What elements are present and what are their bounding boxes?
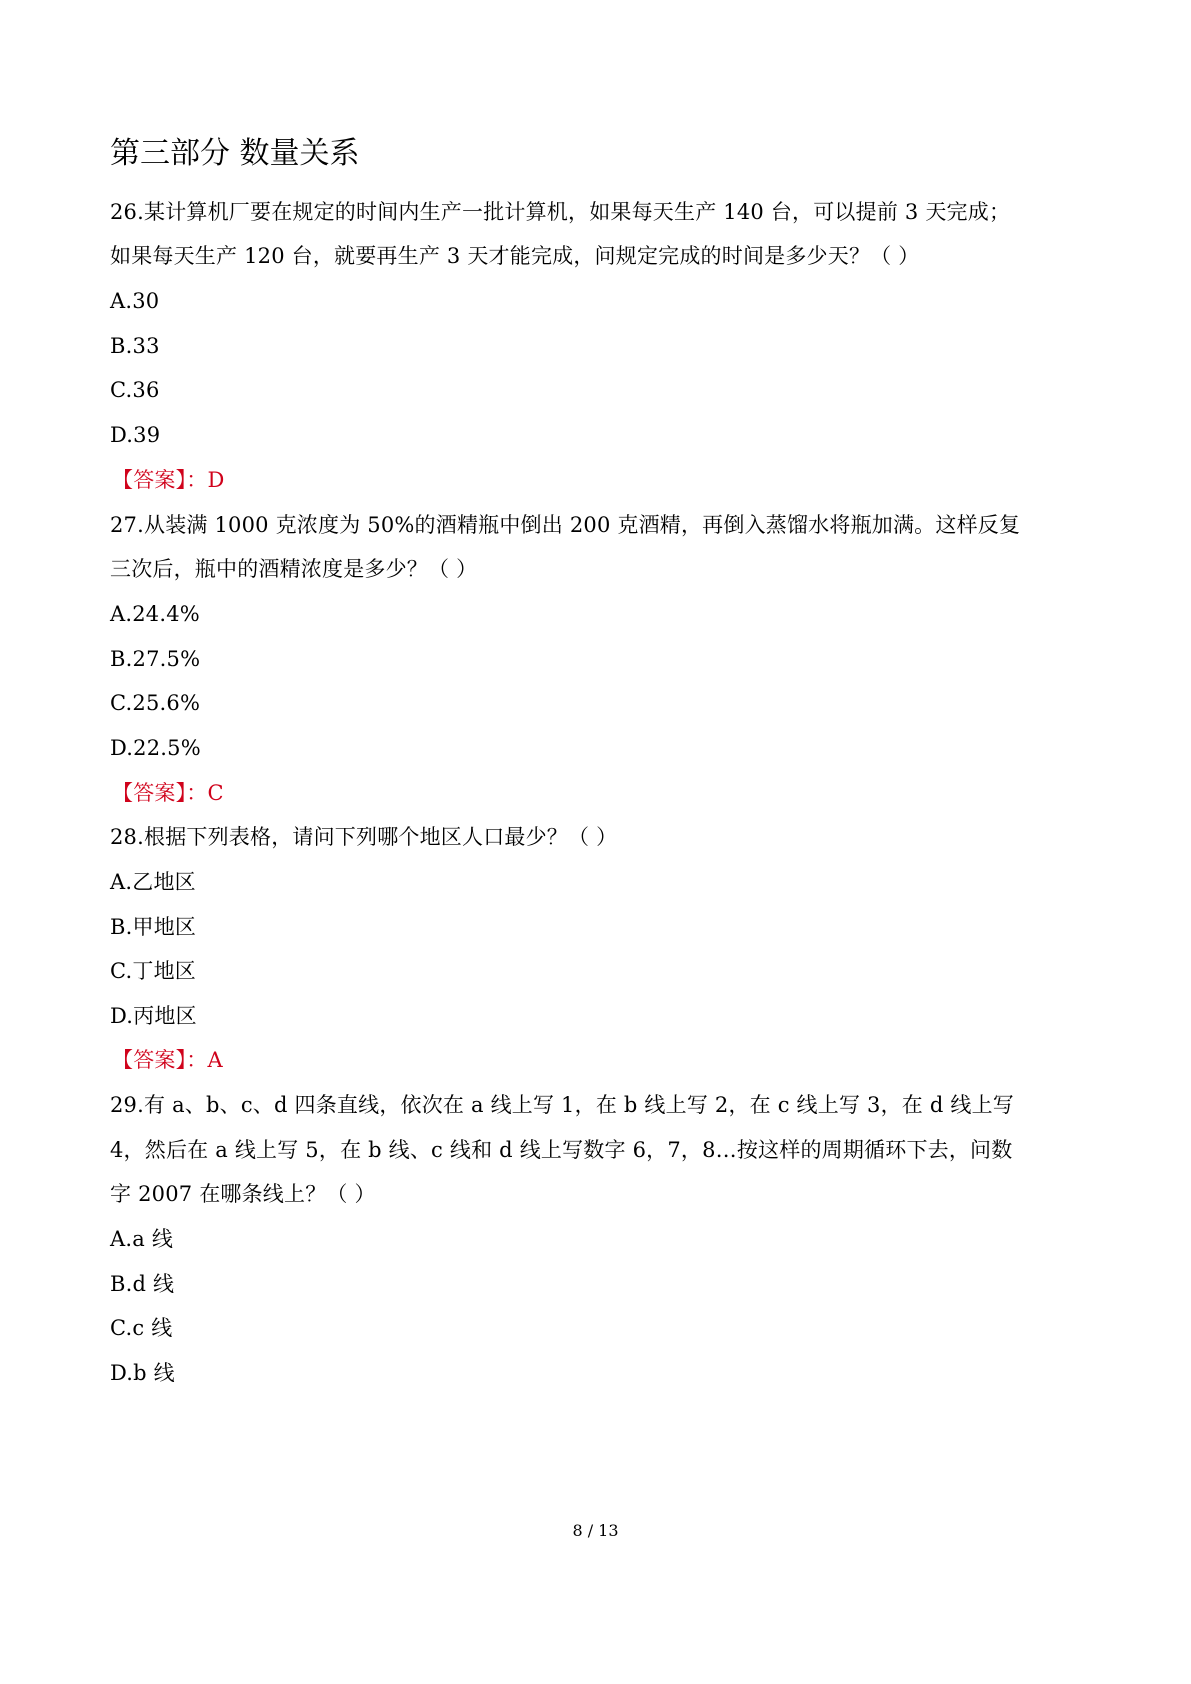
question-28-option-a: A.乙地区 [110,870,196,894]
question-26-option-d: D.39 [110,423,161,447]
question-29-text-line-1: 29.有 a、b、c、d 四条直线，依次在 a 线上写 1，在 b 线上写 2，在 c 线上写 3，在 d 线上写 [110,1093,1014,1117]
question-29-option-c: C.c 线 [110,1316,173,1340]
question-29-text-line-2: 4，然后在 a 线上写 5，在 b 线、c 线和 d 线上写数字 6，7，8…按这样的周期循环下去，问数 [110,1138,1013,1162]
question-28-option-b: B.甲地区 [110,915,197,939]
question-27-text-line-1: 27.从装满 1000 克浓度为 50%的酒精瓶中倒出 200 克酒精，再倒入蒸馏水将瓶加满。这样反复 [110,513,1021,537]
answer-value: A [207,1048,223,1072]
answer-value: C [207,781,224,805]
question-27-option-a: A.24.4% [110,602,200,626]
question-28-option-d: D.丙地区 [110,1004,197,1028]
page-number: 8 / 13 [572,1521,619,1540]
question-26-text-line-2: 如果每天生产 120 台，就要再生产 3 天才能完成，问规定完成的时间是多少天？（ ） [110,244,920,268]
question-27-text-line-2: 三次后，瓶中的酒精浓度是多少？（ ） [110,557,478,581]
question-29-text-line-3: 字 2007 在哪条线上？（ ） [110,1182,376,1206]
question-28-text-line-1: 28.根据下列表格，请问下列哪个地区人口最少？（ ） [110,825,618,849]
answer-label: 【答案】： [112,781,208,805]
question-27-option-b: B.27.5% [110,647,201,671]
question-29-option-b: B.d 线 [110,1272,175,1296]
question-26-option-b: B.33 [110,334,160,358]
section-title: 第三部分 数量关系 [110,136,360,171]
question-26-text-line-1: 26.某计算机厂要在规定的时间内生产一批计算机，如果每天生产 140 台，可以提前 3 天完成； [110,200,1011,224]
question-28-option-c: C.丁地区 [110,959,196,983]
question-26-option-c: C.36 [110,378,160,402]
question-28-answer [112,1045,223,1075]
answer-value: D [207,468,225,492]
question-27-option-d: D.22.5% [110,736,201,760]
question-27-answer [112,778,224,808]
question-26-answer [112,465,225,495]
question-27-option-c: C.25.6% [110,691,201,715]
question-29-option-a: A.a 线 [110,1227,174,1251]
question-29-option-d: D.b 线 [110,1361,175,1385]
answer-label: 【答案】： [112,468,208,492]
answer-label: 【答案】： [112,1048,208,1072]
question-26-option-a: A.30 [110,289,160,313]
